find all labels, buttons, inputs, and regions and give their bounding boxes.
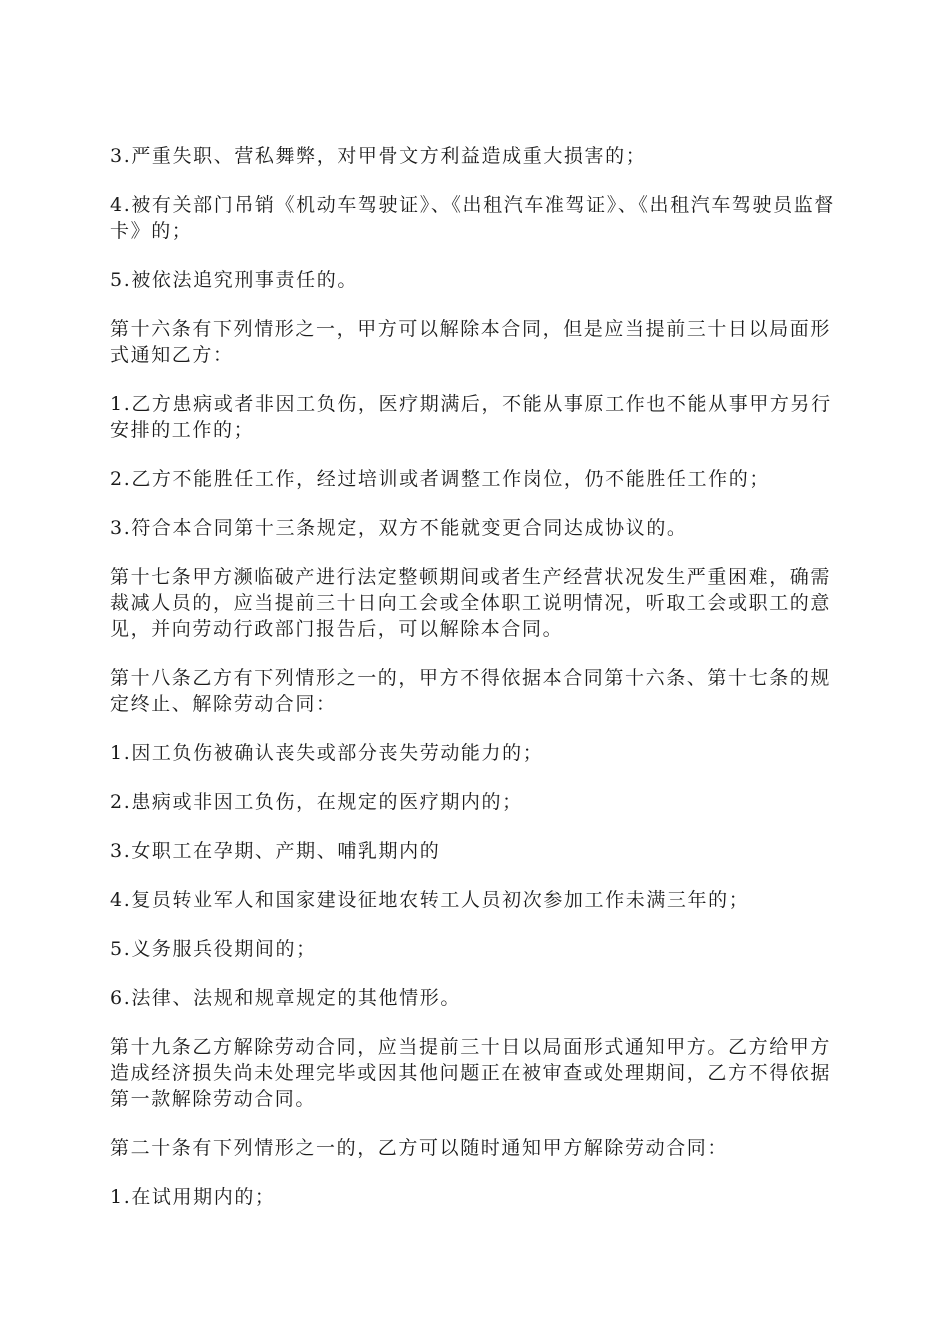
document-body (110, 143, 850, 1233)
paragraph: 3.严重失职、营私舞弊，对甲骨文方利益造成重大损害的； (110, 145, 647, 167)
paragraph: 4.被有关部门吊销《机动车驾驶证》、《出租汽车准驾证》、《出租汽车驾驶员监督卡》的； (110, 194, 835, 242)
paragraph: 5.义务服兵役期间的； (110, 938, 317, 960)
paragraph: 1.乙方患病或者非因工负伤，医疗期满后，不能从事原工作也不能从事甲方另行安排的工作的； (110, 393, 832, 441)
paragraph: 5.被依法追究刑事责任的。 (110, 269, 358, 291)
paragraph: 第十八条乙方有下列情形之一的，甲方不得依据本合同第十六条、第十七条的规定终止、解除劳动合同： (110, 667, 832, 715)
paragraph: 2.乙方不能胜任工作，经过培训或者调整工作岗位，仍不能胜任工作的； (110, 468, 770, 490)
paragraph: 1.在试用期内的； (110, 1186, 276, 1208)
paragraph: 2.患病或非因工负伤，在规定的医疗期内的； (110, 791, 523, 813)
paragraph: 1.因工负伤被确认丧失或部分丧失劳动能力的； (110, 742, 544, 764)
paragraph: 第十九条乙方解除劳动合同，应当提前三十日以局面形式通知甲方。乙方给甲方造成经济损失尚未处理完毕或因其他问题正在被审查或处理期间，乙方不得依据第一款解除劳动合同。 (110, 1036, 832, 1110)
paragraph: 4.复员转业军人和国家建设征地农转工人员初次参加工作未满三年的； (110, 889, 750, 911)
paragraph: 第二十条有下列情形之一的，乙方可以随时通知甲方解除劳动合同： (110, 1137, 729, 1159)
paragraph: 3.女职工在孕期、产期、哺乳期内的 (110, 840, 441, 862)
paragraph: 第十七条甲方濒临破产进行法定整顿期间或者生产经营状况发生严重困难，确需裁减人员的，应当提前三十日向工会或全体职工说明情况，听取工会或职工的意见，并向劳动行政部门报告后，可以解除本合同。 (110, 566, 832, 640)
paragraph: 第十六条有下列情形之一，甲方可以解除本合同，但是应当提前三十日以局面形式通知乙方： (110, 318, 832, 366)
paragraph: 3.符合本合同第十三条规定，双方不能就变更合同达成协议的。 (110, 517, 688, 539)
paragraph: 6.法律、法规和规章规定的其他情形。 (110, 987, 461, 1009)
